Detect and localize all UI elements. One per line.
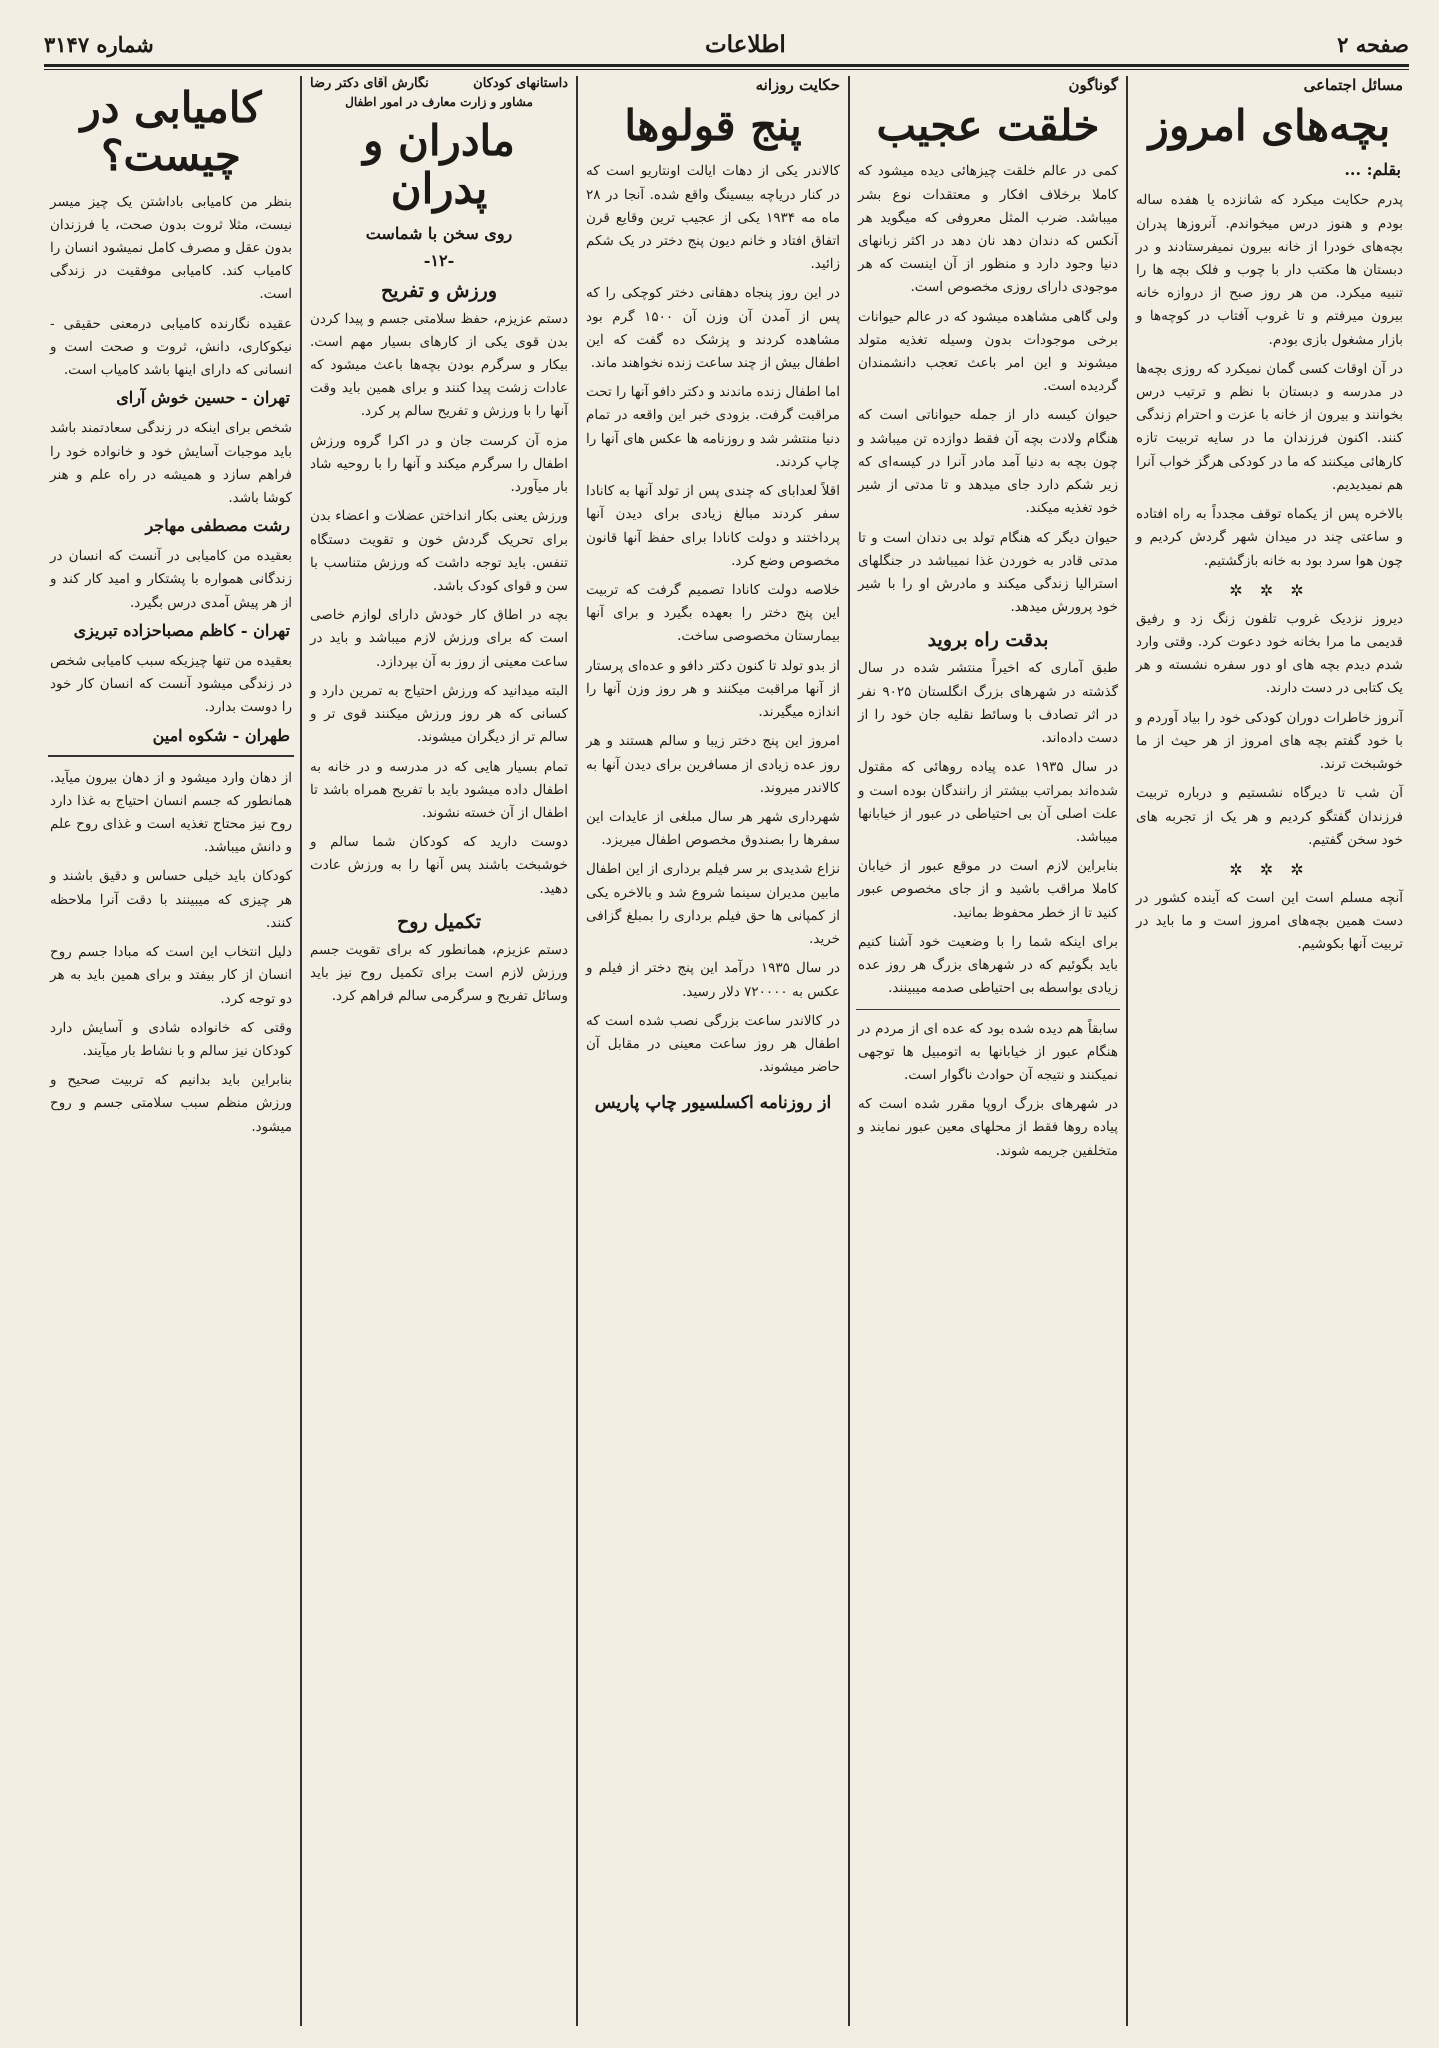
divider — [48, 755, 294, 757]
paragraph: حیوان کیسه دار از جمله حیواناتی است که هنگام ولادت بچه آن فقط دوازده تن میباشد و چون بچه به دنیا آمد مادر آنرا در کیسه‌ای که زیر شکم دارد جای میدهد و تا مدتی از شیر خود تغذیه میکند. — [858, 407, 1118, 517]
reader-signature: رشت مصطفی مهاجر — [145, 516, 290, 536]
contributor: نگارش آقای دکتر رضا — [310, 76, 429, 91]
column-rule — [1126, 76, 1128, 2026]
separator-stars: ✲ ✲ ✲ — [1229, 859, 1310, 879]
paragraph: دیروز نزدیک غروب تلفون زنگ زد و رفیق قدیمی ما مرا بخانه خود دعوت کرد. وقتی وارد شدم دیدم بچه های او دور سفره نشسته و هر یک کتابی در دست دارند. — [1136, 610, 1403, 697]
paragraph: اما اطفال زنده ماندند و دکتر دافو آنها را تحت مراقبت گرفت. بزودی خبر این واقعه در تمام دنیا منتشر شد و روزنامه ها عکس های آنها را چاپ کردند. — [586, 384, 840, 470]
paragraph: کالاندر یکی از دهات ایالت اونتاریو است که در کنار دریاچه بیسینگ واقع شده. آنجا در ۲۸ ماه مه ۱۹۳۴ یکی از عجیب ترین وقایع قرن اتفاق افتاد و خانم دیون پنج دختر در یک شکم زائید. — [586, 163, 840, 273]
paragraph: در سال ۱۹۳۵ عده پیاده روهائی که مقتول شده‌اند بمراتب بیشتر از رانندگان بوده است و علت اصلی آن بی احتیاطی در عبور از خیابانها میباشد. — [858, 759, 1118, 845]
paragraph: شخص برای اینکه در زندگی سعادتمند باشد باید موجبات آسایش خود و خانواده خود را فراهم سازد و همیشه در راه علم و هنر کوشا باشد. — [50, 420, 292, 506]
source-credit: از روزنامه اکسلسیور چاپ پاریس — [594, 1093, 832, 1114]
paragraph: در شهرهای بزرگ اروپا مقرر شده است که پیاده روها فقط از محلهای معین عبور نمایند و متخلفین جریمه شوند. — [858, 1096, 1118, 1159]
reader-signature: طهران - شکوه امین — [152, 725, 290, 745]
paragraph: دلیل انتخاب این است که مبادا جسم روح انسان از کار بیفتد و برای همین باید به هر دو توجه کرد. — [50, 944, 292, 1007]
section-label: گوناگون — [1068, 76, 1118, 94]
paragraph: وقتی که خانواده شادی و آسایش دارد کودکان نیز سالم و با نشاط بار میآیند. — [50, 1019, 292, 1059]
paragraph: آنچه مسلم است این است که آینده کشور در دست همین بچه‌های امروز است و ما باید در تربیت آنها بکوشیم. — [1136, 889, 1403, 953]
article-title: کامیابی در چیست؟ — [80, 83, 262, 181]
column-header — [304, 76, 574, 91]
paragraph: طبق آماری که اخیراً منتشر شده در سال گذشته در شهرهای بزرگ انگلستان ۹۰۲۵ نفر در اثر تصادف با وسائط نقلیه جان خود را از دست داده‌اند. — [858, 660, 1118, 747]
column-rule — [848, 76, 850, 2026]
reader-signature: تهران - حسین خوش آرای — [116, 388, 290, 408]
column-rule — [300, 76, 302, 2026]
paragraph: از دهان وارد میشود و از دهان بیرون میآید. همانطور که جسم انسان احتیاج به غذا دارد روح نیز محتاج تغذیه است و غذای روح علم و دانش میباشد. — [50, 769, 292, 856]
paragraph: خلاصه دولت کانادا تصمیم گرفت که تربیت این پنج دختر را بعهده بگیرد و برای آنها بیمارستان مخصوصی ساخت. — [586, 582, 840, 645]
paragraph: برای اینکه شما را با وضعیت خود آشنا کنیم باید بگوئیم که در شهرهای بزرگ هر روز عده زیادی بواسطه بی احتیاطی صدمه میبینند. — [858, 933, 1118, 997]
series-title: روی سخن با شماست — [365, 223, 513, 243]
column-social — [1130, 76, 1409, 2026]
column-daily-story — [580, 76, 846, 2026]
paragraph: بعقیده من تنها چیزیکه سبب کامیابی شخص در زندگی میشود آنست که انسان کار خود را دوست بدارد. — [50, 652, 292, 716]
paragraph: بچه در اطاق کار خودش دارای لوازم خاصی است که برای ورزش لازم میباشد و باید در ساعت معینی از روز به آن بپردازد. — [310, 607, 568, 670]
paragraph: سابقاً هم دیده شده بود که عده ای از مردم در هنگام عبور از خیابانها به اتومبیل ها توجهی نمیکنند و نتیجه آن حوادث ناگوار است. — [858, 1020, 1118, 1083]
masthead — [44, 28, 1409, 60]
article-title: مادران و پدران — [363, 116, 515, 214]
article-subtitle: بدقت راه بروید — [927, 629, 1049, 652]
masthead-rule — [44, 64, 1409, 67]
paragraph: بنابراین باید بدانیم که تربیت صحیح و ورزش منظم سبب سلامتی جسم و روح میشود. — [50, 1072, 292, 1135]
paragraph: شهرداری شهر هر سال مبلغی از عایدات این سفرها را بصندوق مخصوص اطفال میریزد. — [586, 808, 840, 849]
issue-number: شماره ۳۱۴۷ — [44, 31, 154, 57]
paragraph: نزاع شدیدی بر سر فیلم برداری از این اطفال مابین مدیران سینما شروع شد و بالاخره یکی از کمپانی ها حق فیلم برداری را بمبلغ گزافی خرید. — [586, 861, 840, 948]
paragraph: دوست دارید که کودکان شما سالم و خوشبخت باشند پس آنها را به ورزش عادت دهید. — [310, 834, 568, 897]
column-rule — [576, 76, 578, 2026]
section-label: حکایت روزانه — [755, 76, 840, 94]
series-number: -۱۲- — [423, 250, 455, 270]
paragraph: کمی در عالم خلقت چیزهائی دیده میشود که کاملا برخلاف افکار و معتقدات نوع بشر میباشد. ضرب المثل معروفی که میگوید هر آنکس که دندان دهد نان دهد در اکثر زبانهای دنیا وجود دارد و منظور از آن اینست که هر موجودی دارای روزی مخصوص است. — [858, 163, 1118, 296]
paragraph: آن شب تا دیرگاه نشستیم و درباره تربیت فرزندان گفتگو کردیم و هر یک از تجربه های خود سخن گفتیم. — [1136, 785, 1403, 848]
paragraph: بعقیده من کامیابی در آنست که انسان در زندگانی همواره با پشتکار و امید کار کند و از هر پیش آمدی درس بگیرد. — [50, 548, 292, 611]
section-label: مسائل اجتماعی — [1303, 76, 1403, 94]
paper-name: اطلاعات — [705, 30, 786, 58]
article-title: پنج قولوها — [624, 101, 802, 150]
paragraph: دستم عزیزم، همانطور که برای تقویت جسم ورزش لازم است برای تکمیل روح نیز باید وسائل تفریح و سرگرمی سالم فراهم کرد. — [310, 941, 568, 1005]
paragraph: در آن اوقات کسی گمان نمیکرد که روزی بچه‌ها در مدرسه و دبستان با نظم و ترتیب درس بخوانند و بیرون از خانه با عزت و احترام زندگی کنند. اکنون فرزندان ما در سایه تربیت تازه کارهائی میکنند که ما در کودکی هرگز خواب آنرا هم نمیدیدیم. — [1136, 360, 1403, 493]
article-title: بچه‌های امروز — [1148, 101, 1391, 150]
paragraph: در این روز پنجاه دهقانی دختر کوچکی را که پس از آمدن آن وزن آن ۱۵۰۰ گرم بود مشاهده کردند و پزشک ده گفت که این اطفال بیش از چند ساعت زنده نخواهند ماند. — [586, 285, 840, 372]
divider — [856, 1009, 1120, 1010]
paragraph: در کالاندر ساعت بزرگی نصب شده است که اطفال هر روز ساعت معینی در مقابل آن حاضر میشوند. — [586, 1012, 840, 1076]
column-miscellany — [852, 76, 1124, 2026]
column-parents — [304, 76, 574, 2026]
paragraph: ولی گاهی مشاهده میشود که در عالم حیوانات برخی موجودات بدون وسیله تغذیه متولد میشوند و این امر باعث تعجب دانشمندان گردیده است. — [858, 308, 1118, 395]
reader-signature: تهران - کاظم مصباحزاده تبریزی — [73, 620, 290, 640]
paragraph: امروز این پنج دختر زیبا و سالم هستند و هر روز عده زیادی از مسافرین برای دیدن آنها به کالاندر میروند. — [586, 733, 840, 796]
contributor-note: مشاور و زارت معارف در امور اطفال — [345, 95, 533, 109]
paragraph: بنظر من کامیابی باداشتن یک چیز میسر نیست، مثلا ثروت بدون صحت، یا فرزندان بدون عقل و مصرف کامل نمیشود انسان را کامیاب کند. کامیابی موفقیت در زندگی است. — [50, 193, 292, 303]
separator-stars: ✲ ✲ ✲ — [1229, 580, 1310, 600]
paragraph: تمام بسیار هایی که در مدرسه و در خانه به اطفال داده میشود باید با تفریح همراه باشد تا اطفال از آن خسته نشوند. — [310, 758, 568, 821]
article-title: خلقت عجیب — [876, 101, 1100, 150]
paragraph: عقیده نگارنده کامیابی درمعنی حقیقی - نیکوکاری، دانش، ثروت و صحت است و انسانی که دارای اینها باشد کامیاب است. — [50, 315, 292, 379]
paragraph: کودکان باید خیلی حساس و دقیق باشند و هر چیزی که میبینند با دقت آنرا ملاحظه کنند. — [50, 868, 292, 931]
paragraph: پدرم حکایت میکرد که شانزده یا هفده ساله بودم و هنوز درس میخواندم. آنروزها پدران بچه‌های خودرا از خانه بیرون نمیفرستادند و در دبستان ها مکتب دار با چوب و فلک بچه ها را تنبیه میکرد. من هر روز صبح از دروازه خانه بیرون میرفتم و تا غروب آفتاب در کوچه‌ها و بازار مشغول بازی بودم. — [1136, 192, 1403, 348]
paragraph: البته میدانید که ورزش احتیاج به تمرین دارد و کسانی که هر روز ورزش میکنند قوی تر و سالم تر از دیگران میشوند. — [310, 682, 568, 746]
section-label: داستانهای کودکان — [473, 76, 568, 91]
article-byline: بقلم: ... — [1344, 160, 1401, 180]
masthead-rule-thin — [44, 69, 1409, 70]
paragraph: حیوان دیگر که هنگام تولد بی دندان است و تا مدتی قادر به خوردن غذا نمیباشد در جنگلهای استرالیا زندگی میکند و مادرش او را با شیر خود پرورش میدهد. — [858, 529, 1118, 616]
article-subtitle: تکمیل روح — [396, 910, 482, 933]
paragraph: اقلاً لعدابای که چندی پس از تولد آنها به کانادا سفر کردند مبالغ زیادی برای دیدن آنها پرداختند و دولت کانادا برای حفظ آنها قانون مخصوص وضع کرد. — [586, 483, 840, 569]
paragraph: ورزش یعنی بکار انداختن عضلات و اعضاء بدن برای تحریک گردش خون و تقویت دستگاه تنفس. باید توجه داشت که ورزش متناسب با سن و قوای کودک باشد. — [310, 508, 568, 594]
paragraph: مزه آن کرست جان و در اکرا گروه ورزش اطفال را سرگرم میکند و آنها را با روحیه شاد بار میآورد. — [310, 432, 568, 496]
paragraph: بالاخره پس از یکماه توقف مجدداً به راه افتاده و ساعتی چند در میدان شهر گردش کردیم و چون هوا سرد بود به خانه بازگشتیم. — [1136, 506, 1403, 569]
page-number: صفحه ۲ — [1337, 31, 1409, 57]
article-subtitle: ورزش و تفریح — [380, 279, 498, 302]
paragraph: دستم عزیزم، حفظ سلامتی جسم و پیدا کردن بدن قوی یکی از کارهای بسیار مهم است. بیکار و سرگرم بودن بچه‌ها باعث میشود که عادات زشت پیدا کنند و برای همین باید وقت آنها را با ورزش و تفریح سالم پر کرد. — [310, 310, 568, 420]
paragraph: از بدو تولد تا کنون دکتر دافو و عده‌ای پرستار از آنها مراقبت میکنند و هر روز وزن آنها را اندازه میگیرند. — [586, 657, 840, 721]
column-success — [44, 76, 298, 2026]
paragraph: آنروز خاطرات دوران کودکی خود را بیاد آوردم و با خود گفتم بچه های امروز از هر حیث از ما خوشبخت ترند. — [1136, 709, 1403, 773]
paragraph: در سال ۱۹۳۵ درآمد این پنج دختر از فیلم و عکس به ۷۲۰۰۰۰ دلار رسید. — [586, 960, 840, 1000]
paragraph: بنابراین لازم است در موقع عبور از خیابان کاملا مراقب باشید و از جای مخصوص عبور کنید تا از خطر محفوظ بمانید. — [858, 858, 1118, 921]
